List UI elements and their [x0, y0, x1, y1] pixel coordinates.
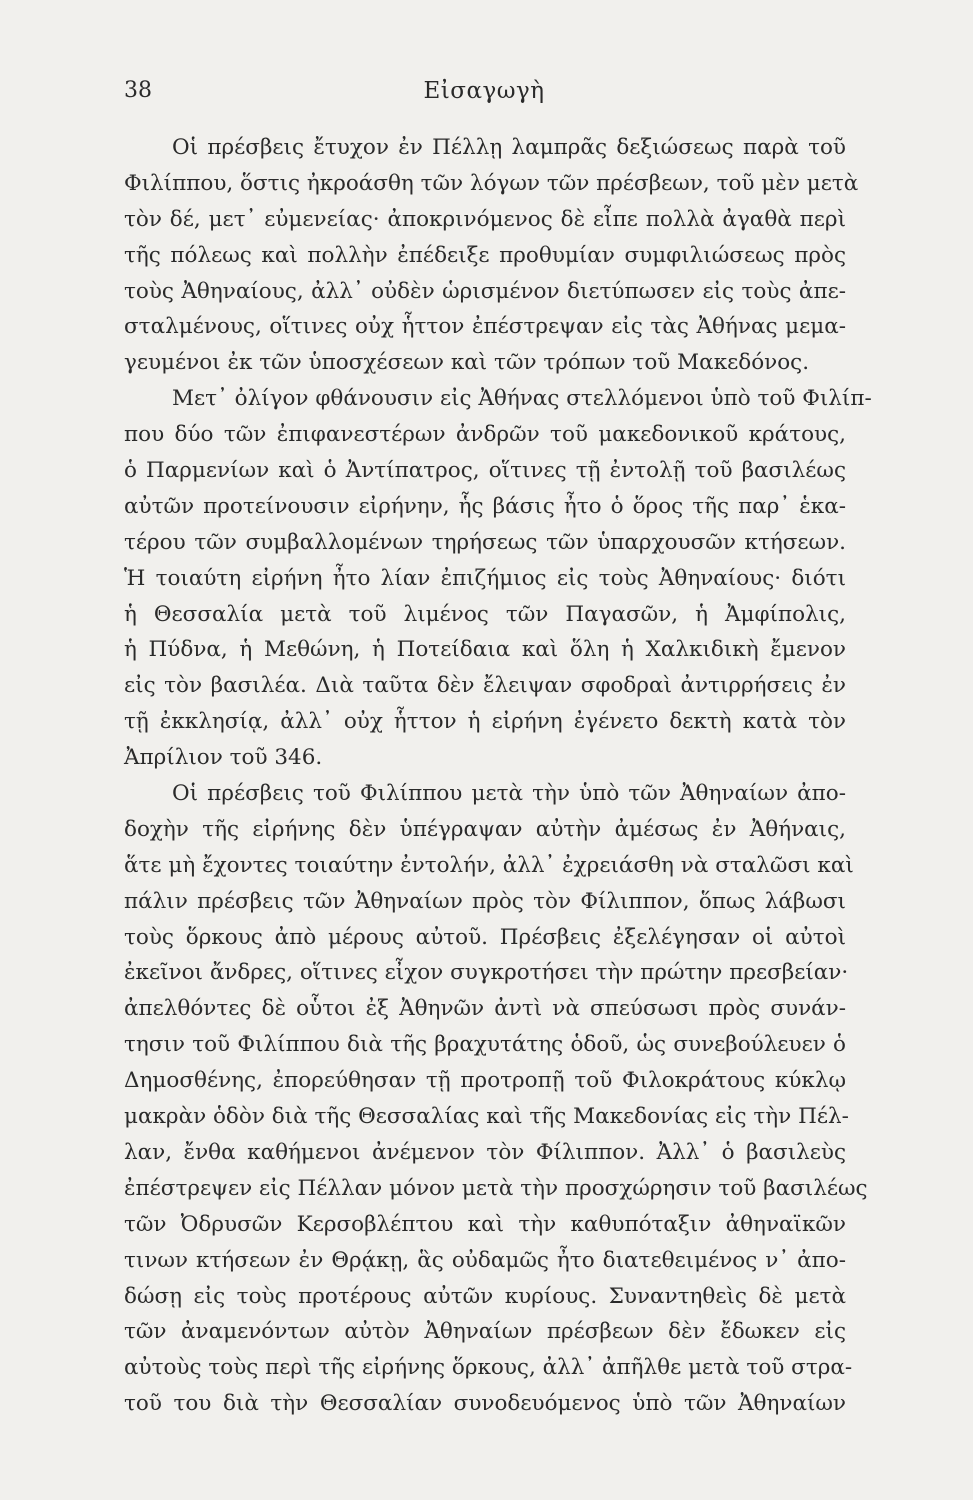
text-line: ἐπέστρεψεν εἰς Πέλλαν μόνον μετὰ τὴν προσχώρησιν τοῦ βασιλέως: [124, 1175, 868, 1201]
text-line: Ἡ τοιαύτη εἰρήνη ἦτο λίαν ἐπιζήμιος εἰς τοὺς Ἀθηναίους· διότι: [124, 565, 846, 591]
text-line: τινων κτήσεων ἐν Θρᾴκῃ, ἃς οὐδαμῶς ἦτο διατεθειμένος ν᾽ ἀπο-: [124, 1247, 846, 1273]
text-line: τῶν Ὀδρυσῶν Κερσοβλέπτου καὶ τὴν καθυπόταξιν ἀθηναϊκῶν: [124, 1211, 846, 1237]
text-line: που δύο τῶν ἐπιφανεστέρων ἀνδρῶν τοῦ μακεδονικοῦ κράτους,: [124, 422, 846, 448]
text-line: ὁ Παρμενίων καὶ ὁ Ἀντίπατρος, οἵτινες τῇ ἐντολῇ τοῦ βασιλέως: [124, 458, 846, 484]
text-line: Οἱ πρέσβεις ἔτυχον ἐν Πέλλῃ λαμπρᾶς δεξιώσεως παρὰ τοῦ: [172, 135, 846, 160]
text-line: Ἀπρίλιον τοῦ 346.: [124, 745, 323, 771]
text-line: δοχὴν τῆς εἰρήνης δὲν ὑπέγραψαν αὐτὴν ἀμέσως ἐν Ἀθήναις,: [124, 816, 846, 842]
text-line: ἅτε μὴ ἔχοντες τοιαύτην ἐντολήν, ἀλλ᾽ ἐχρειάσθη νὰ σταλῶσι καὶ: [124, 852, 854, 878]
text-line: Φιλίππου, ὅστις ἠκροάσθη τῶν λόγων τῶν πρέσβεων, τοῦ μὲν μετὰ: [124, 170, 859, 196]
text-line: τῶν ἀναμενόντων αὐτὸν Ἀθηναίων πρέσβεων δὲν ἔδωκεν εἰς: [124, 1319, 846, 1345]
text-line: τησιν τοῦ Φιλίππου διὰ τῆς βραχυτάτης ὁδοῦ, ὡς συνεβούλευεν ὁ: [124, 1032, 846, 1058]
text-line: ἐκεῖνοι ἄνδρες, οἵτινες εἶχον συγκροτήσει τὴν πρώτην πρεσβείαν·: [124, 960, 849, 986]
page-header: [124, 78, 844, 114]
text-line: Δημοσθένης, ἐπορεύθησαν τῇ προτροπῇ τοῦ Φιλοκράτους κύκλῳ: [124, 1068, 846, 1094]
text-line: ἡ Πύδνα, ἡ Μεθώνη, ἡ Ποτείδαια καὶ ὅλη ἡ Χαλκιδικὴ ἔμενον: [124, 637, 846, 663]
text-line: γευμένοι ἐκ τῶν ὑποσχέσεων καὶ τῶν τρόπων τοῦ Μακεδόνος.: [124, 350, 810, 376]
body-text: [124, 130, 872, 1422]
running-title: Εἰσαγωγὴ: [423, 78, 545, 104]
text-line: τοὺς Ἀθηναίους, ἀλλ᾽ οὐδὲν ὡρισμένον διετύπωσεν εἰς τοὺς ἀπε-: [124, 278, 846, 304]
text-line: Μετ᾽ ὀλίγον φθάνουσιν εἰς Ἀθήνας στελλόμενοι ὑπὸ τοῦ Φιλίπ-: [172, 386, 872, 412]
text-line: τοὺς ὅρκους ἀπὸ μέρους αὐτοῦ. Πρέσβεις ἐξελέγησαν οἱ αὐτοὶ: [124, 924, 846, 950]
text-line: ἀπελθόντες δὲ οὗτοι ἐξ Ἀθηνῶν ἀντὶ νὰ σπεύσωσι πρὸς συνάν-: [124, 996, 846, 1022]
text-line: σταλμένους, οἵτινες οὐχ ἧττον ἐπέστρεψαν εἰς τὰς Ἀθήνας μεμα-: [124, 314, 846, 340]
text-line: πάλιν πρέσβεις τῶν Ἀθηναίων πρὸς τὸν Φίλιππον, ὅπως λάβωσι: [124, 888, 846, 914]
text-line: τέρου τῶν συμβαλλομένων τηρήσεως τῶν ὑπαρχουσῶν κτήσεων.: [124, 529, 846, 555]
text-line: τῇ ἐκκλησίᾳ, ἀλλ᾽ οὐχ ἧττον ἡ εἰρήνη ἐγένετο δεκτὴ κατὰ τὸν: [124, 709, 846, 735]
text-line: αὐτῶν προτείνουσιν εἰρήνην, ἧς βάσις ἦτο ὁ ὅρος τῆς παρ᾽ ἑκα-: [124, 493, 846, 519]
text-line: ἡ Θεσσαλία μετὰ τοῦ λιμένος τῶν Παγασῶν, ἡ Ἀμφίπολις,: [124, 601, 846, 627]
text-line: μακρὰν ὁδὸν διὰ τῆς Θεσσαλίας καὶ τῆς Μακεδονίας εἰς τὴν Πέλ-: [124, 1104, 849, 1130]
text-line: τοῦ του διὰ τὴν Θεσσαλίαν συνοδευόμενος ὑπὸ τῶν Ἀθηναίων: [124, 1391, 846, 1417]
text-line: λαν, ἔνθα καθήμενοι ἀνέμενον τὸν Φίλιππον. Ἀλλ᾽ ὁ βασιλεὺς: [124, 1139, 846, 1165]
page-number: 38: [124, 78, 152, 103]
text-line: εἰς τὸν βασιλέα. Διὰ ταῦτα δὲν ἔλειψαν σφοδραὶ ἀντιρρήσεις ἐν: [124, 673, 846, 699]
text-line: τῆς πόλεως καὶ πολλὴν ἐπέδειξε προθυμίαν συμφιλιώσεως πρὸς: [124, 242, 846, 268]
text-line: δώσῃ εἰς τοὺς προτέρους αὐτῶν κυρίους. Συναντηθεὶς δὲ μετὰ: [124, 1283, 846, 1309]
text-line: αὐτοὺς τοὺς περὶ τῆς εἰρήνης ὅρκους, ἀλλ᾽ ἀπῆλθε μετὰ τοῦ στρα-: [124, 1355, 853, 1381]
text-line: τὸν δέ, μετ᾽ εὐμενείας· ἀποκρινόμενος δὲ εἶπε πολλὰ ἀγαθὰ περὶ: [124, 206, 846, 232]
text-line: Οἱ πρέσβεις τοῦ Φιλίππου μετὰ τὴν ὑπὸ τῶν Ἀθηναίων ἀπο-: [172, 781, 846, 807]
